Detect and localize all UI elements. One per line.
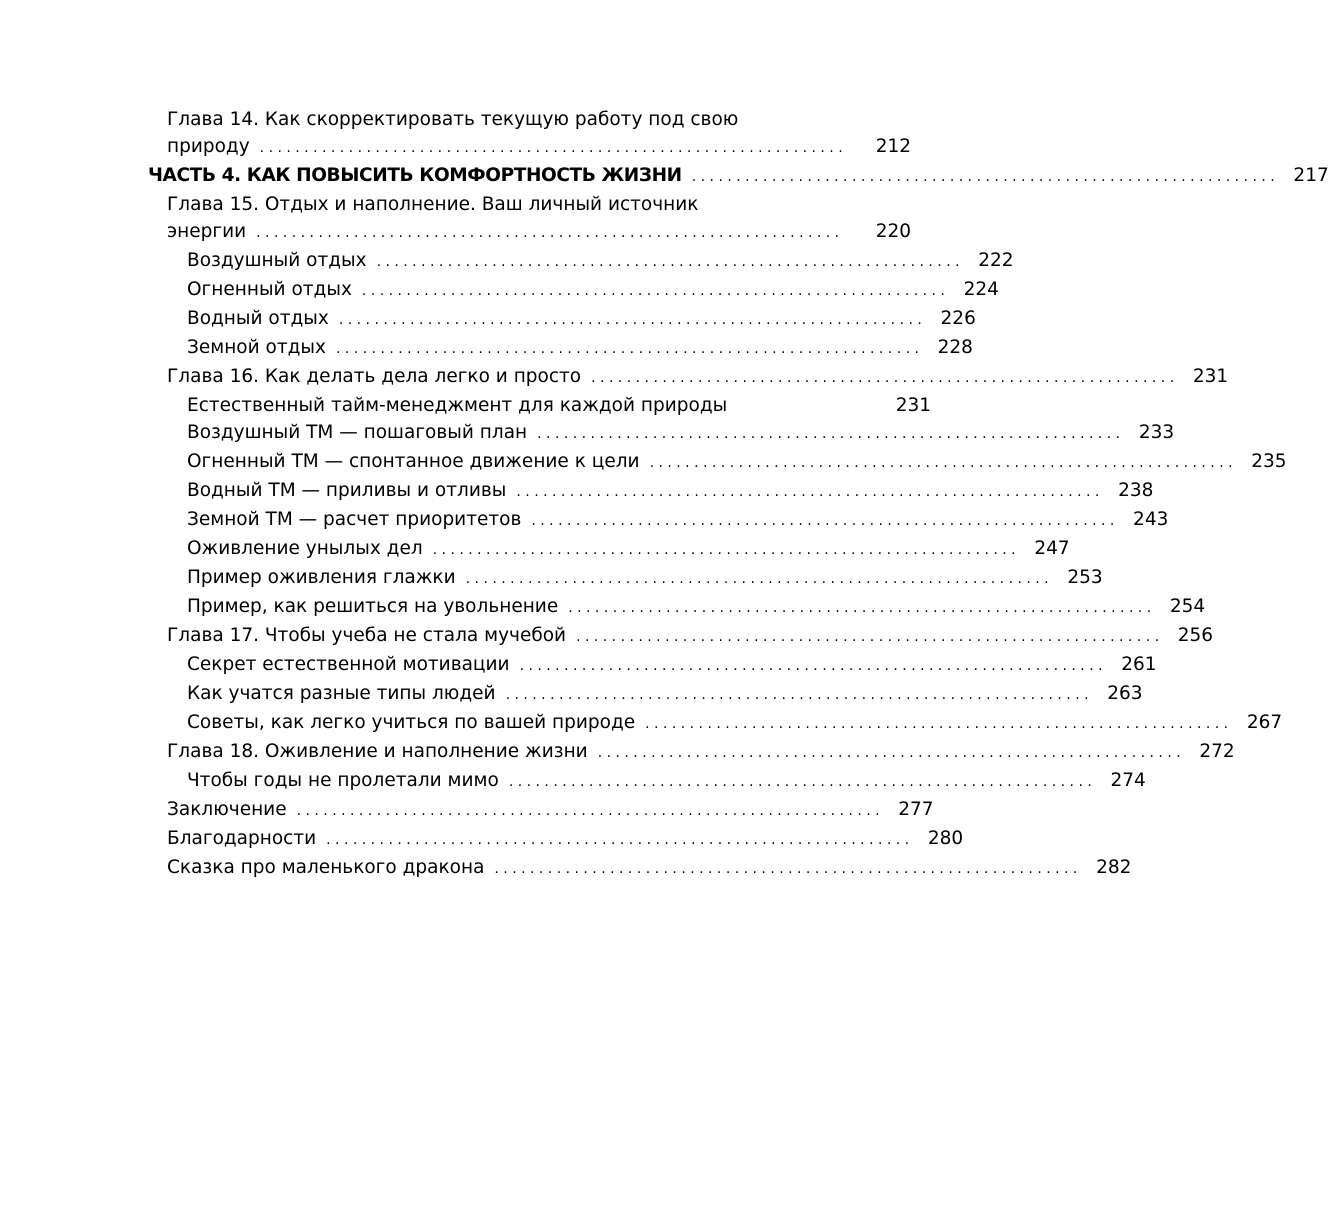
- toc-entry-section: [0, 419, 1175, 448]
- toc-entry-section: [0, 709, 1283, 738]
- dot-leader: [576, 624, 1159, 651]
- toc-entry-chapter-15: [0, 191, 911, 247]
- page-number: 231: [895, 395, 931, 416]
- dot-leader: [326, 827, 909, 854]
- toc-entry-title: Воздушный ТМ — пошаговый план: [187, 422, 528, 443]
- dot-leader: [377, 249, 960, 276]
- page-number: 277: [898, 799, 934, 820]
- page-number: 280: [927, 828, 964, 849]
- toc-entry-chapter-18: [0, 738, 1235, 767]
- page-number: 212: [875, 136, 911, 157]
- dot-leader: [516, 479, 1099, 506]
- dot-leader: [598, 740, 1181, 767]
- toc-entry-title: Заключение: [167, 799, 287, 820]
- page-number: 256: [1177, 625, 1214, 646]
- dot-leader: [466, 566, 1049, 593]
- dot-leader: [362, 278, 945, 305]
- toc-entry-title: Пример оживления глажки: [187, 567, 456, 588]
- toc-entry-section: [0, 276, 999, 305]
- toc-entry-title: Воздушный отдых: [187, 250, 367, 271]
- toc-entry-part-4: [0, 162, 1329, 191]
- toc-entry-chapter-17: [0, 622, 1214, 651]
- toc-entry-title: Глава 14. Как скорректировать текущую работу под свою: [167, 109, 739, 130]
- table-of-contents: [0, 106, 1329, 883]
- toc-entry-fairy-tale: [0, 854, 1132, 883]
- toc-entry-section: [0, 506, 1169, 535]
- dot-leader: [256, 220, 857, 247]
- toc-entry-title: Земной ТМ — расчет приоритетов: [187, 509, 522, 530]
- toc-entry-section: [0, 305, 976, 334]
- page-number: 220: [875, 221, 911, 242]
- page-number: 222: [978, 250, 1014, 271]
- dot-leader: [509, 769, 1092, 796]
- toc-entry-title: Сказка про маленького дракона: [167, 857, 485, 878]
- toc-entry-title: Естественный тайм-менеджмент для каждой природы: [187, 395, 728, 416]
- toc-entry-section: [0, 477, 1154, 506]
- dot-leader: [645, 711, 1228, 738]
- page-number: 226: [940, 308, 976, 329]
- toc-entry-title: Огненный отдых: [187, 279, 352, 300]
- dot-leader: [336, 336, 919, 363]
- dot-leader: [339, 307, 922, 334]
- dot-leader: [692, 164, 1275, 191]
- toc-entry-title: Земной отдых: [187, 337, 326, 358]
- page-number: 228: [937, 337, 973, 358]
- dot-leader: [433, 537, 1016, 564]
- dot-leader: [531, 508, 1114, 535]
- dot-leader: [650, 450, 1233, 477]
- page-number: 253: [1067, 567, 1103, 588]
- dot-leader: [568, 595, 1151, 622]
- page-number: 282: [1096, 857, 1132, 878]
- toc-entry-title-continued: природу: [167, 136, 250, 157]
- toc-entry-section: [0, 593, 1206, 622]
- page-number: 261: [1121, 654, 1157, 675]
- page-number: 247: [1034, 538, 1070, 559]
- toc-entry-title: Секрет естественной мотивации: [187, 654, 510, 675]
- dot-leader: [260, 135, 857, 162]
- toc-entry-section: [0, 334, 973, 363]
- toc-entry-title: Огненный ТМ — спонтанное движение к цели: [187, 451, 640, 472]
- page-number: 217: [1293, 165, 1329, 186]
- toc-entry-title: Благодарности: [167, 828, 317, 849]
- toc-entry-title: Водный ТМ — приливы и отливы: [187, 480, 507, 501]
- toc-entry-title: Как учатся разные типы людей: [187, 683, 496, 704]
- toc-entry-title: Глава 17. Чтобы учеба не стала мучебой: [167, 625, 567, 646]
- toc-entry-section: [0, 651, 1157, 680]
- toc-entry-section: [0, 535, 1070, 564]
- toc-entry-chapter-14: [0, 106, 911, 162]
- page-number: 231: [1192, 366, 1229, 387]
- page-number: 254: [1169, 596, 1206, 617]
- toc-entry-title: Советы, как легко учиться по вашей природе: [187, 712, 636, 733]
- toc-entry-section: [0, 392, 931, 419]
- toc-entry-section: [0, 680, 1143, 709]
- page-number: 233: [1138, 422, 1175, 443]
- page-number: 235: [1251, 451, 1287, 472]
- dot-leader: [591, 365, 1174, 392]
- toc-entry-section: [0, 448, 1287, 477]
- page-number: 263: [1107, 683, 1143, 704]
- toc-entry-title-continued: энергии: [167, 221, 247, 242]
- toc-entry-title: Чтобы годы не пролетали мимо: [187, 770, 499, 791]
- dot-leader: [506, 682, 1089, 709]
- toc-entry-title: Оживление унылых дел: [187, 538, 423, 559]
- toc-entry-section: [0, 564, 1103, 593]
- toc-entry-title: Пример, как решиться на увольнение: [187, 596, 559, 617]
- toc-entry-title: Глава 18. Оживление и наполнение жизни: [167, 741, 588, 762]
- page-number: 274: [1110, 770, 1146, 791]
- toc-entry-title: Водный отдых: [187, 308, 329, 329]
- toc-entry-chapter-16: [0, 363, 1229, 392]
- page-number: 272: [1199, 741, 1235, 762]
- dot-leader: [297, 798, 880, 825]
- page-number: 267: [1246, 712, 1283, 733]
- page-number: 224: [963, 279, 999, 300]
- toc-entry-section: [0, 247, 1014, 276]
- toc-entry-title: Глава 15. Отдых и наполнение. Ваш личный источник: [167, 194, 699, 215]
- page-number: 238: [1118, 480, 1154, 501]
- dot-leader: [537, 421, 1120, 448]
- toc-entry-acknowledgements: [0, 825, 964, 854]
- dot-leader: [494, 856, 1077, 883]
- toc-entry-section: [0, 767, 1146, 796]
- page-number: 243: [1133, 509, 1169, 530]
- toc-entry-title: Глава 16. Как делать дела легко и просто: [167, 366, 582, 387]
- dot-leader: [520, 653, 1103, 680]
- toc-entry-conclusion: [0, 796, 934, 825]
- part-heading: ЧАСТЬ 4. КАК ПОВЫСИТЬ КОМФОРТНОСТЬ ЖИЗНИ: [148, 165, 682, 186]
